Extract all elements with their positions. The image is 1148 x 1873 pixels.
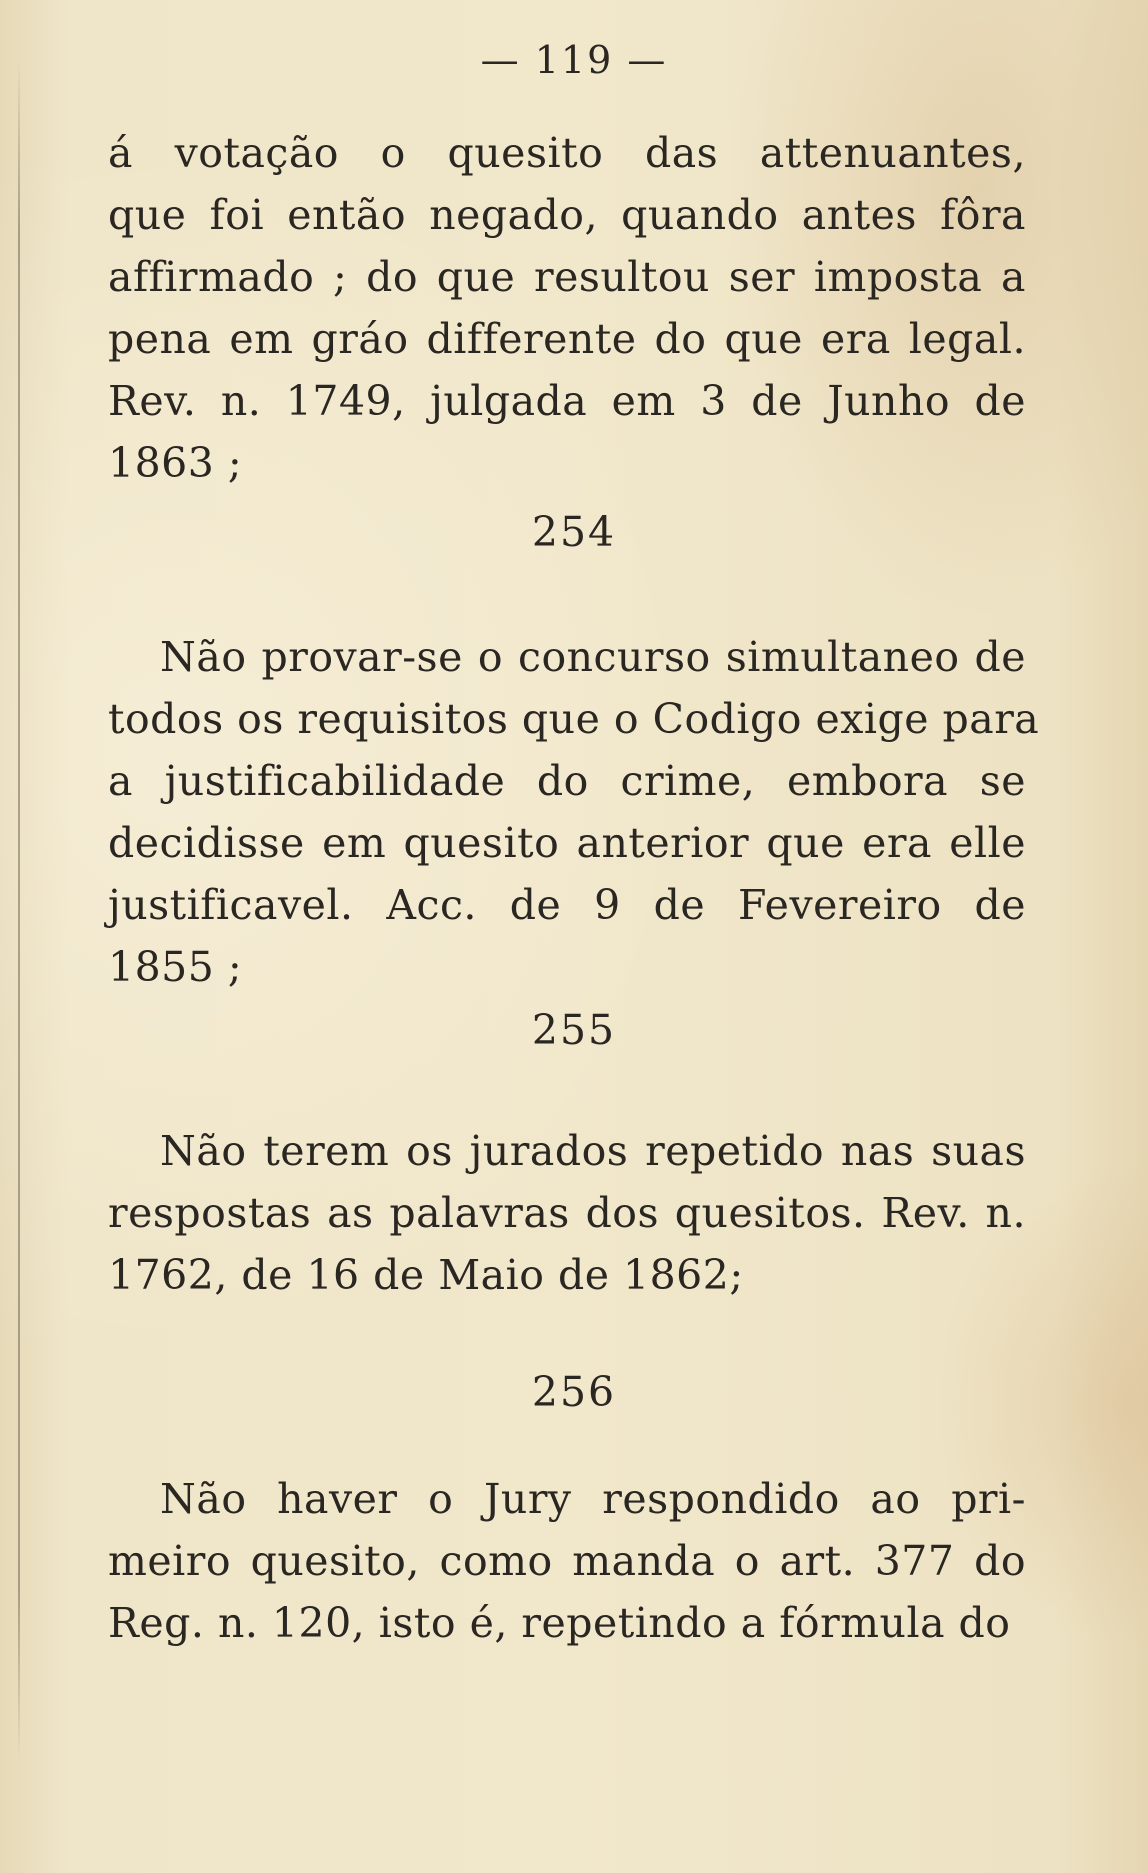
text-line: Não haver o Jury respondido ao pri- [160,1475,1026,1523]
section-number-255: 255 [531,1006,617,1054]
text-line: a justificabilidade do crime, embora se [108,757,1026,805]
text-line: que foi então negado, quando antes fôra [108,191,1026,239]
text-line: Reg. n. 120, isto é, repetindo a fórmula do [108,1599,1011,1647]
text-line: meiro quesito, como manda o art. 377 do [108,1537,1026,1585]
text-line: 1855 ; [108,943,243,991]
text-line: todos os requisitos que o Codigo exige para [108,695,1040,743]
text-line: Não provar-se o concurso simultaneo de [160,633,1026,681]
intro-paragraph [108,122,1026,494]
text-line: affirmado ; do que resultou ser imposta a [108,253,1026,301]
text-line: pena em gráo differente do que era legal. [108,315,1026,363]
text-line: justificavel. Acc. de 9 de Fevereiro de [108,881,1026,929]
section-255-paragraph [108,1120,1026,1306]
text-line: respostas as palavras dos quesitos. Rev. n. [108,1189,1026,1237]
text-line: 1863 ; [108,439,243,487]
text-line: 1762, de 16 de Maio de 1862; [108,1251,744,1299]
page-number: — 119 — [480,38,668,82]
text-line: Não terem os jurados repetido nas suas [160,1127,1026,1175]
section-254-paragraph [108,626,1040,998]
section-256-paragraph [108,1468,1026,1654]
text-line: á votação o quesito das attenuantes, [108,129,1026,177]
section-number-256: 256 [531,1368,617,1416]
page-gutter-shadow [18,60,20,1760]
text-line: decidisse em quesito anterior que era elle [108,819,1026,867]
section-number-254: 254 [531,508,617,556]
text-line: Rev. n. 1749, julgada em 3 de Junho de [108,377,1026,425]
